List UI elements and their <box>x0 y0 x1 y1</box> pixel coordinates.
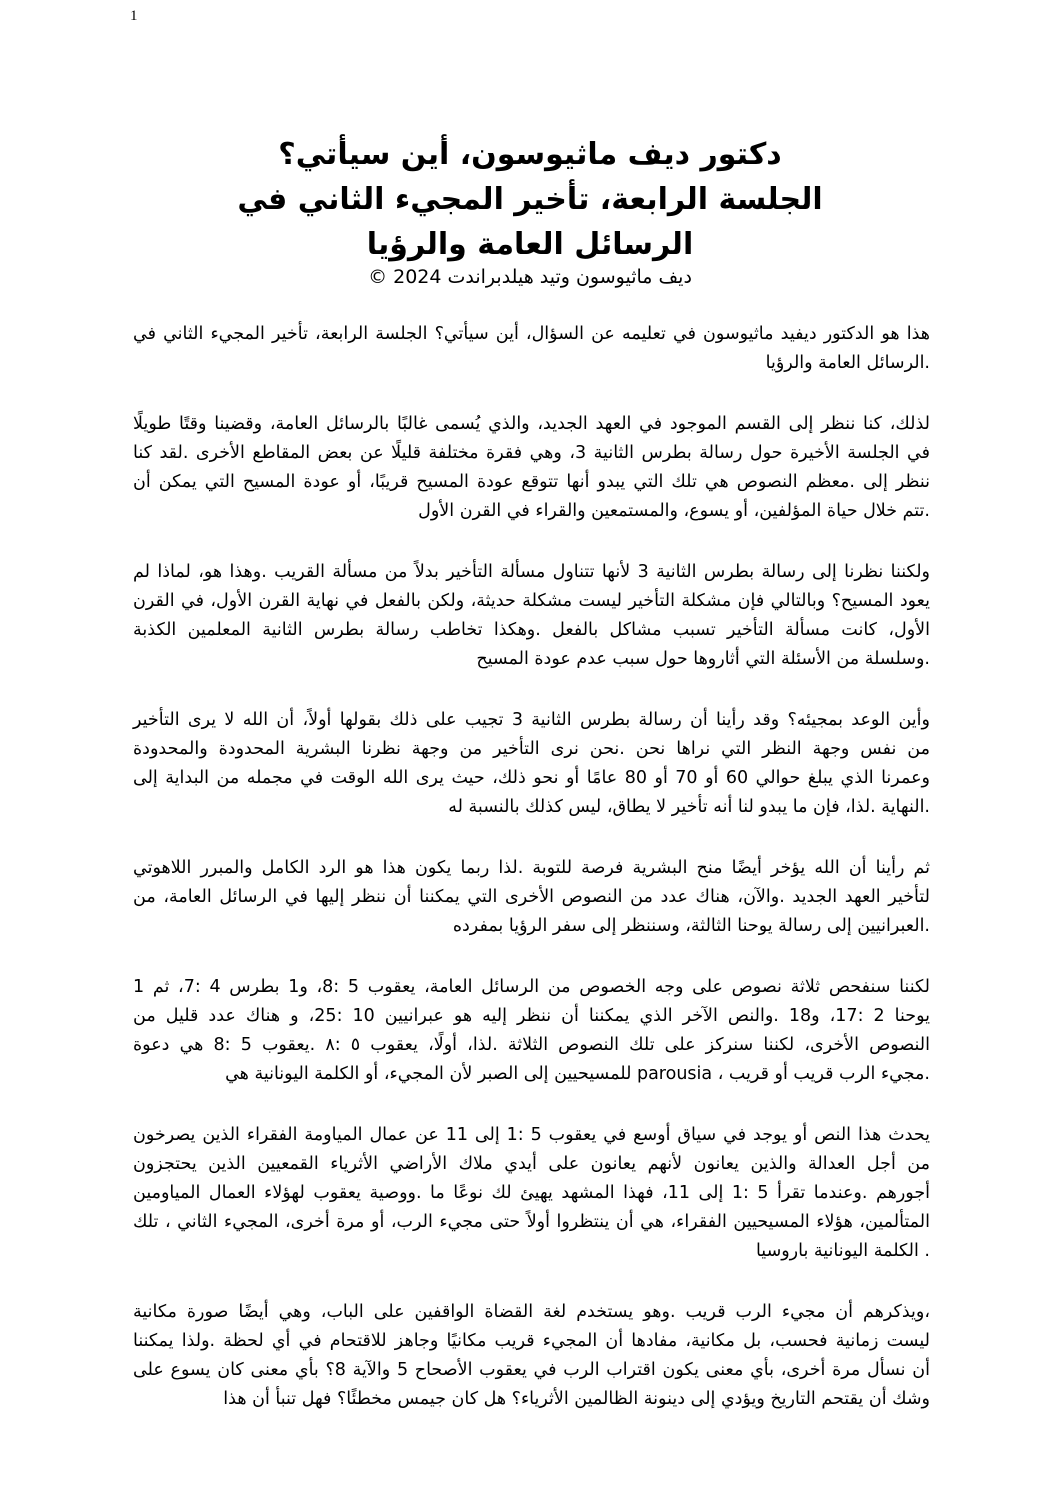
paragraph-line: .الرسائل العامة والرؤيا <box>765 353 930 373</box>
paragraph-line: الأول، كانت مسألة التأخير تسبب مشاكل بالفعل .وهكذا تخاطب رسالة بطرس الثانية المعلمين الكذبة <box>133 620 930 640</box>
paragraph-line: ولكننا نظرنا إلى رسالة بطرس الثانية 3 لأنها تتناول مسألة التأخير بدلاً من مسألة القريب .وهذا هو، لماذا لم <box>133 562 930 582</box>
paragraph <box>133 854 930 941</box>
paragraph-line: يحدث هذا النص أو يوجد في سياق أوسع في يعقوب 5 :1 إلى 11 عن عمال المياومة الفقراء الذين يصرخون <box>133 1125 930 1145</box>
paragraph-line: لتأخير العهد الجديد .والآن، هناك عدد من النصوص الأخرى التي يمكننا أن ننظر إليها في الرسائل العامة، من <box>133 887 930 907</box>
paragraph-line: ليست زمانية فحسب، بل مكانية، مفادها أن المجيء قريب مكانيًا وجاهز للاقتحام في أي لحظة .ولذا يمكننا <box>133 1331 930 1351</box>
paragraph-line: أجورهم .وعندما تقرأ 5 :1 إلى 11، فهذا المشهد يهيئ لك نوعًا ما .ووصية يعقوب لهؤلاء العمال المياومين <box>133 1183 930 1203</box>
paragraph <box>133 706 930 822</box>
paragraph-line: المتألمين، هؤلاء المسيحيين الفقراء، هي أن ينتظروا أولاً حتى مجيء الرب، أو مرة أخرى، المجيء الثاني ، تلك <box>133 1212 930 1232</box>
paragraph <box>133 410 930 526</box>
document-body <box>133 320 930 1446</box>
title-line: الرسائل العامة والرؤيا <box>366 227 694 262</box>
title-line: دكتور ديف ماثيوسون، أين سيأتي؟ <box>278 137 782 172</box>
paragraph <box>133 320 930 378</box>
document-title <box>130 132 930 267</box>
paragraph-line: ،ويذكرهم أن مجيء الرب قريب .وهو يستخدم لغة القضاة الواقفين على الباب، وهي أيضًا صورة مكانية <box>133 1302 930 1322</box>
paragraph-line: لكننا سنفحص ثلاثة نصوص على وجه الخصوص من الرسائل العامة، يعقوب 5 :8، و1 بطرس 4 :7، ثم 1 <box>133 977 930 997</box>
paragraph-line: ننظر إلى .معظم النصوص هي تلك التي يبدو أنها تتوقع عودة المسيح قريبًا، أو عودة المسيح التي يمكن أن <box>133 472 930 492</box>
paragraph-line: يوحنا 2 :17، و18 .والنص الآخر الذي يمكننا أن ننظر إليه هو عبرانيين 10 :25، و هناك عدد قليل من <box>133 1006 930 1026</box>
page-number: 1 <box>130 8 138 24</box>
paragraph <box>133 1121 930 1266</box>
paragraph-line: لذلك، كنا ننظر إلى القسم الموجود في العهد الجديد، والذي يُسمى غالبًا بالرسائل العامة، وقضينا وقتًا طويلًا <box>133 414 930 434</box>
paragraph-line: .العبرانيين إلى رسالة يوحنا الثالثة، وسننظر إلى سفر الرؤيا بمفرده <box>452 916 930 936</box>
paragraph-line: من أجل العدالة والذين يعانون لأنهم يعانون على أيدي ملاك الأراضي الأثرياء القمعيين الذين يحتجزون <box>133 1154 930 1174</box>
paragraph-line: النصوص الأخرى، لكننا سنركز على تلك النصوص الثلاثة .لذا، أولًا، يعقوب ٥ :٨ .يعقوب 5 :8 هي دعوة <box>133 1035 930 1055</box>
paragraph-line: وشك أن يقتحم التاريخ ويؤدي إلى دينونة الظالمين الأثرياء؟ هل كان جيمس مخطئًا؟ فهل تنبأ أن هذا <box>223 1389 930 1409</box>
paragraph-line: هذا هو الدكتور ديفيد ماثيوسون في تعليمه عن السؤال، أين سيأتي؟ الجلسة الرابعة، تأخير المجيء الثاني في <box>133 324 930 344</box>
paragraph-line: .تتم خلال حياة المؤلفين، أو يسوع، والمستمعين والقراء في القرن الأول <box>418 501 930 521</box>
paragraph <box>133 1298 930 1414</box>
paragraph-line: من نفس وجهة النظر التي نراها نحن .نحن نرى التأخير من وجهة نظرنا البشرية المحدودة والمحدودة <box>133 739 930 759</box>
title-line: الجلسة الرابعة، تأخير المجيء الثاني في <box>237 182 823 217</box>
paragraph-line: يعود المسيح؟ وبالتالي فإن مشكلة التأخير ليست مشكلة حديثة، ولكن بالفعل في نهاية القرن الأول، في القرن <box>133 591 930 611</box>
paragraph-line: .وسلسلة من الأسئلة التي أثاروها حول سبب عدم عودة المسيح <box>476 649 930 669</box>
paragraph <box>133 973 930 1089</box>
paragraph-line: .النهاية .لذا، فإن ما يبدو لنا أنه تأخير لا يطاق، ليس كذلك بالنسبة له <box>448 797 930 817</box>
paragraph-line: وعمرنا الذي يبلغ حوالي 60 أو 70 أو 80 عامًا أو نحو ذلك، حيث يرى الله الوقت في مجمله من البداية إلى <box>133 768 930 788</box>
paragraph-line: .مجيء الرب قريب أو قريب ، parousia للمسيحيين إلى الصبر لأن المجيء، أو الكلمة اليونانية هي <box>225 1064 930 1084</box>
paragraph <box>133 558 930 674</box>
paragraph-line: في الجلسة الأخيرة حول رسالة بطرس الثانية 3، وهي فقرة مختلفة قليلًا عن بعض المقاطع الأخرى .لقد كنا <box>133 443 930 463</box>
paragraph-line: ثم رأينا أن الله يؤخر أيضًا منح البشرية فرصة للتوبة .لذا ربما يكون هذا هو الرد الكامل والمبرر اللاهوتي <box>133 858 930 878</box>
paragraph-line: أن نسأل مرة أخرى، بأي معنى يكون اقتراب الرب في يعقوب الأصحاح 5 والآية 8؟ بأي معنى كان يسوع على <box>133 1360 930 1380</box>
copyright-line: ديف ماثيوسون وتيد هيلدبراندت 2024 © <box>368 266 692 288</box>
paragraph-line: . الكلمة اليونانية باروسيا <box>755 1241 930 1261</box>
paragraph-line: وأين الوعد بمجيئه؟ وقد رأينا أن رسالة بطرس الثانية 3 تجيب على ذلك بقولها أولاً، أن الله لا يرى التأخير <box>133 710 930 730</box>
